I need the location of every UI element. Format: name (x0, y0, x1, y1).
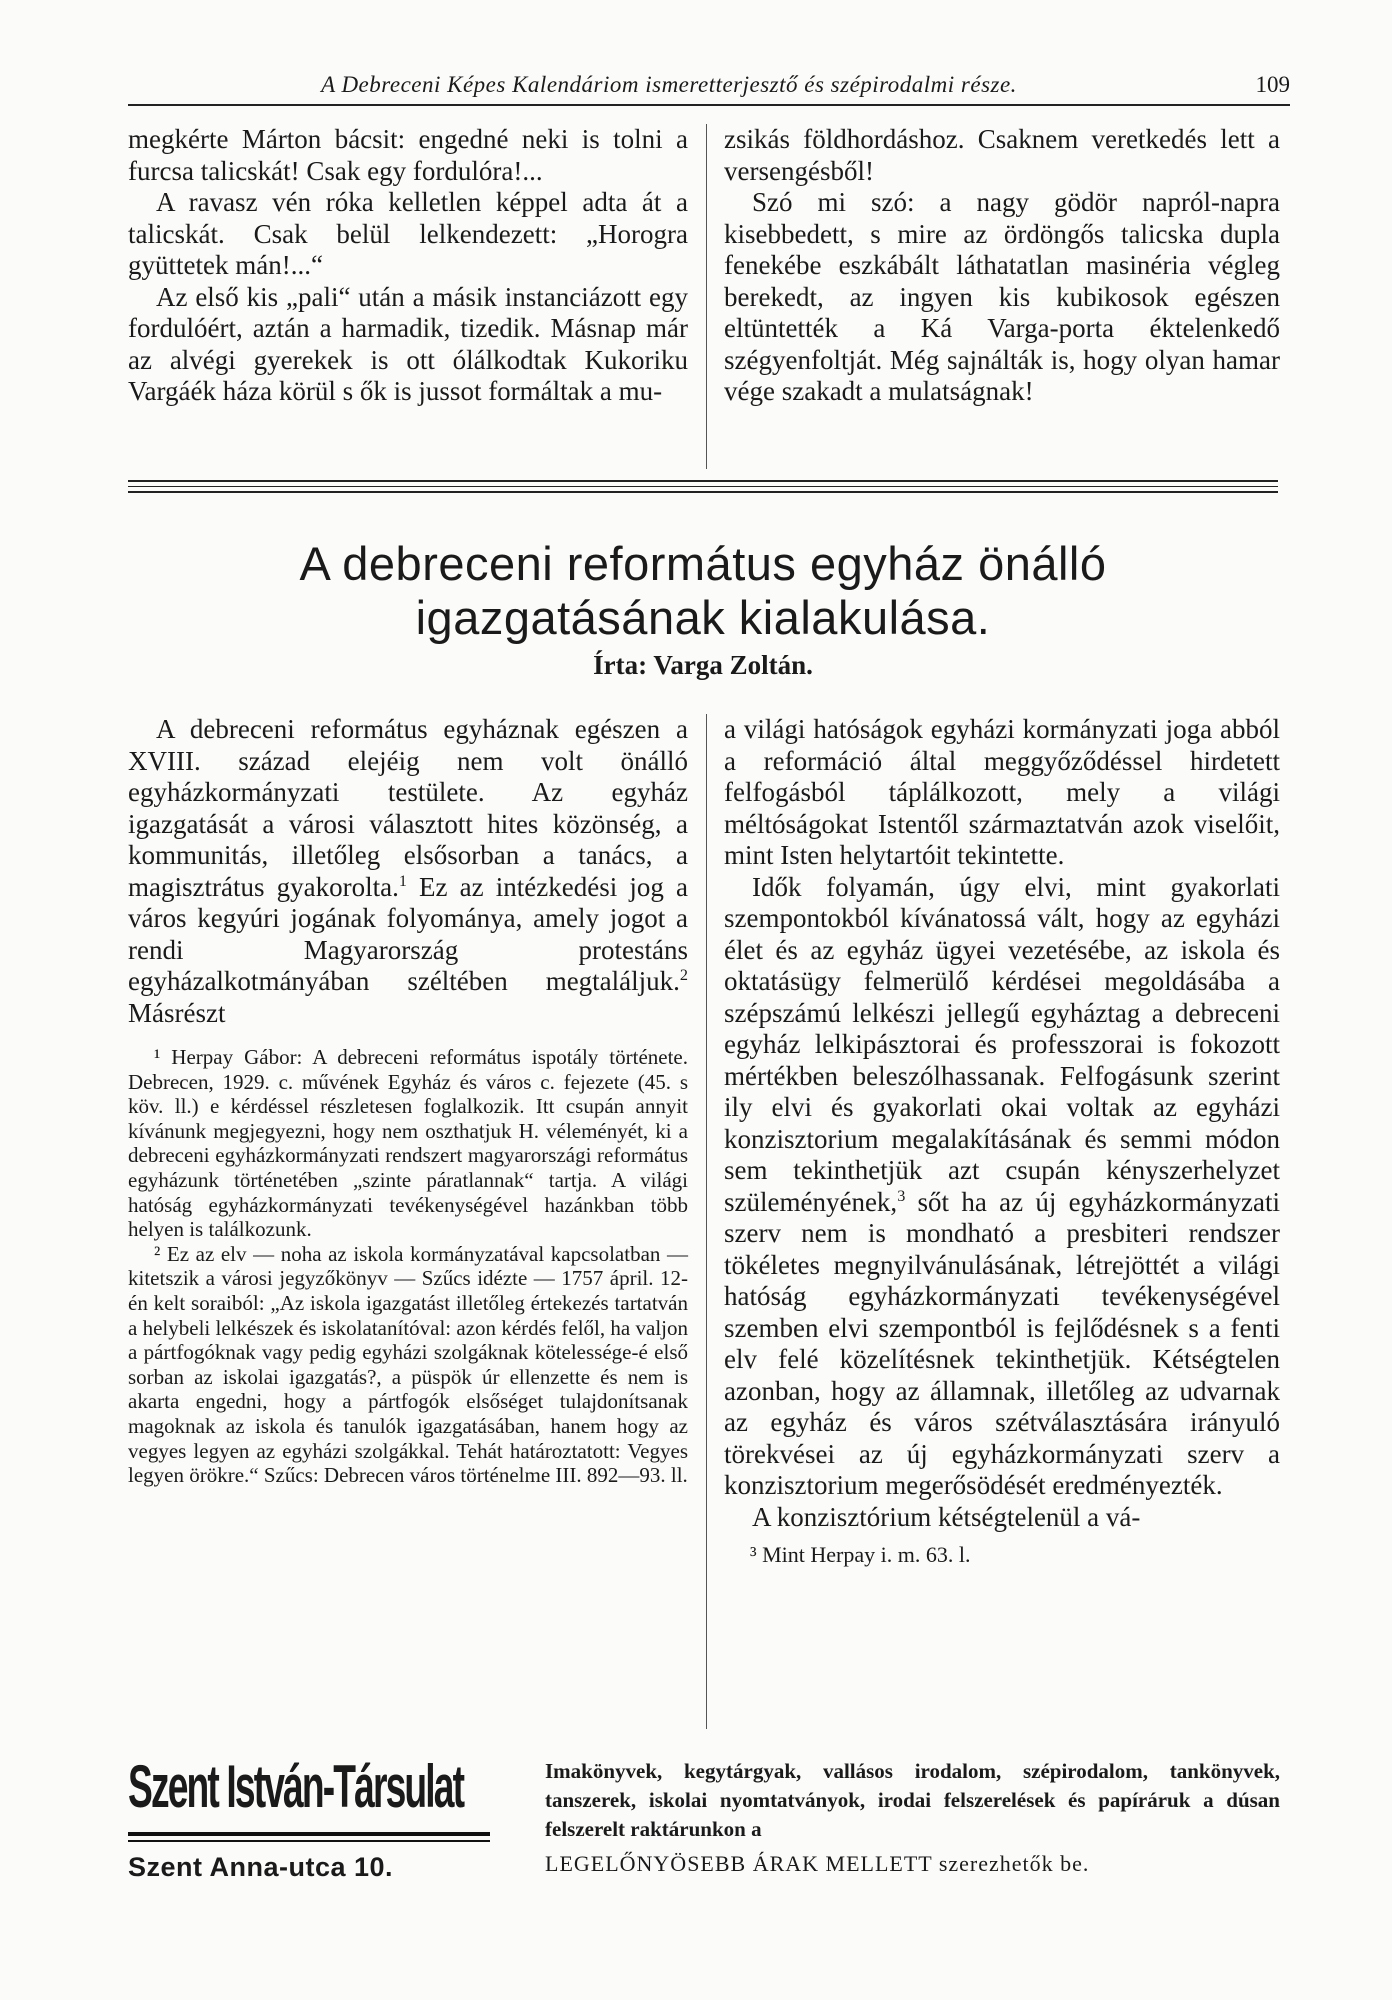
article-text: Ez az intézkedési jog a város kegyúri jogának folyománya, amely jogot a rendi Magyarország protestáns egyházalkotmányában széltében megtaláljuk. (128, 871, 688, 996)
section-separator (128, 491, 1278, 493)
top-story-left-column (128, 124, 688, 408)
advertiser-address: Szent Anna-utca 10. (128, 1852, 394, 1882)
top-story-paragraph: A ravasz vén róka kelletlen képpel adta át a talicskát. Csak belül lelkendezett: „Horogra gyüttetek mán!...“ (128, 187, 688, 280)
section-separator (128, 480, 1278, 482)
top-story-right-column (724, 124, 1280, 408)
article-text: sőt ha az új egyházkormányzati szerv nem is mondható a presbiteri rendszer tökéletes megnyilvánulásának, létrejöttét a világi hatóság egyházkormányzati tevékenységével szemben elvi szempontból is fejlődésnek s a fenti elv felé közelítésnek tekinthetjük. Kétségtelen azonban, hogy az államnak, illetőleg az udvarnak az egyház és város szétválasztására irányuló törekvései az új egyházkormányzati szerv a konzisztorium megerősödését eredményezték. (724, 1186, 1280, 1500)
advertisement-text: Imakönyvek, kegytárgyak, vallásos irodalom, szépirodalom, tankönyvek, tanszerek, iskolai nyomtatványok, irodai felszerelések és papíráruk a dúsan felszerelt raktárunkon a (545, 1759, 1280, 1841)
advertisement-tagline: LEGELŐNYÖSEBB ÁRAK MELLETT szerezhetők be. (545, 1851, 1090, 1876)
top-story-paragraph: zsikás földhordáshoz. Csaknem veretkedés lett a versengésből! (724, 124, 1280, 186)
top-story-paragraph: megkérte Márton bácsit: engedné neki is tolni a furcsa talicskát! Csak egy fordulóra!... (128, 124, 688, 186)
logo-rule (128, 1832, 490, 1836)
footnotes (724, 1543, 1280, 1568)
article-left-column (128, 714, 688, 1488)
column-divider (706, 124, 707, 469)
article-text: Másrészt (128, 997, 226, 1028)
advertiser-logo: Szent István-Társulat (128, 1753, 464, 1820)
section-separator (128, 486, 1278, 487)
article-paragraph: a világi hatóságok egyházi kormányzati joga abból a reformáció által meggyőződéssel hirdetett felfogásból táplálkozott, mely a világi méltóságokat Istentől származtatván azok viselőit, mint Isten helytartóit tekintette. (724, 714, 1280, 870)
footnote-ref: 2 (679, 966, 688, 984)
footnote-3: ³ Mint Herpay i. m. 63. l. (750, 1542, 971, 1567)
article-right-column (724, 714, 1280, 1568)
footnote-1: ¹ Herpay Gábor: A debreceni református ispotály története. Debrecen, 1929. c. művének Egyház és város c. fejezete (45. s köv. ll.) e kérdéssel részletesen foglalkozik. Itt csupán annyit kívánunk megjegyezni, hogy nem oszthatjuk H. véleményét, ki a debreceni egyházkormányzati rendszert magyarországi református egyházunk történetében „szinte páratlannak“ tartja. A világi hatóság egyházkormányzati tevékenységével hazánkban több helyen is találkozunk. (128, 1045, 688, 1242)
article-paragraph: A konzisztórium kétségtelenül a vá- (752, 1501, 1141, 1532)
article-author: Írta: Varga Zoltán. (593, 650, 813, 680)
logo-rule (128, 1840, 490, 1842)
page-number: 109 (1255, 72, 1290, 97)
footnote-ref: 1 (398, 871, 407, 890)
running-title: A Debreceni Képes Kalendáriom ismeretterjesztő és szépirodalmi része. (321, 72, 1017, 97)
article-text: A debreceni református egyháznak egészen a XVIII. század elejéig nem volt önálló egyházkormányzati testülete. Az egyház igazgatását a városi választott hites közönség, a kommunitás, illetőleg elsősorban a tanács, a magisztrátus gyakorolta. (128, 714, 688, 902)
running-header (128, 66, 1290, 106)
footnote-2: ² Ez az elv — noha az iskola kormányzatával kapcsolatban — kitetszik a városi jegyzőkönyv — Szűcs idézte — 1757 ápril. 12-én kelt soraiból: „Az iskola igazgatást illetőleg értekezés tartatván a helybeli lelkészek és iskolatanítóval: azon kérdés felől, ha valjon a pártfogóknak vagy pedig egyházi szolgáknak kötelessége-é első sorban az iskolai igazgatás?, a püspök úr ellenzette és nem is akarta engedni, hogy a pártfogók elsőséget tulajdonítsanak magoknak az iskola és tanulók igazgatásában, hanem hogy az vegyes legyen az egyházi szolgákkal. Tehát határoztatott: Vegyes legyen örökre.“ Szűcs: Debrecen város történelme III. 892—93. ll. (128, 1241, 688, 1488)
footnotes (128, 1045, 688, 1488)
footnote-ref: 3 (897, 1186, 906, 1205)
article-paragraph (724, 872, 1280, 1502)
article-title-line-2: igazgatásának kialakulása. (415, 591, 991, 644)
top-story-paragraph: Az első kis „pali“ után a másik instanciázott egy fordulóért, aztán a harmadik, tizedik. Másnap már az alvégi gyerekek is ott ólálkodtak Kukoriku Vargáék háza körül s ők is jussot formáltak a mu- (128, 281, 688, 406)
top-story-paragraph: Szó mi szó: a nagy gödör napról-napra kisebbedett, s mire az ördöngős talicska dupla fenekébe eszkábált láthatatlan masinéria végleg berekedt, az ingyen kis kubikosok egészen eltüntették a Ká Varga-porta éktelenkedő szégyenfoltját. Még sajnálták is, hogy olyan hamar vége szakadt a mulatságnak! (724, 187, 1280, 406)
article-title-line-1: A debreceni református egyház önálló (299, 537, 1107, 590)
article-paragraph (128, 714, 688, 1029)
article-text: Idők folyamán, úgy elvi, mint gyakorlati szempontokból kívánatossá vált, hogy az egyházi élet és az egyház ügyei vezetésébe, az iskola és oktatásügy felmerülő kérdései megoldásába a szépszámú lelkészi jellegű egyháztag a debreceni egyház lelkipásztorai és professzorai is fokozott mértékben beleszólhassanak. Felfogásunk szerint ily elvi és gyakorlati okai voltak az egyházi konzisztorium megalakításának és semmi módon sem tekinthetjük azt csupán kényszerhelyzet szüleményének, (724, 871, 1280, 1217)
column-divider (706, 714, 707, 1729)
